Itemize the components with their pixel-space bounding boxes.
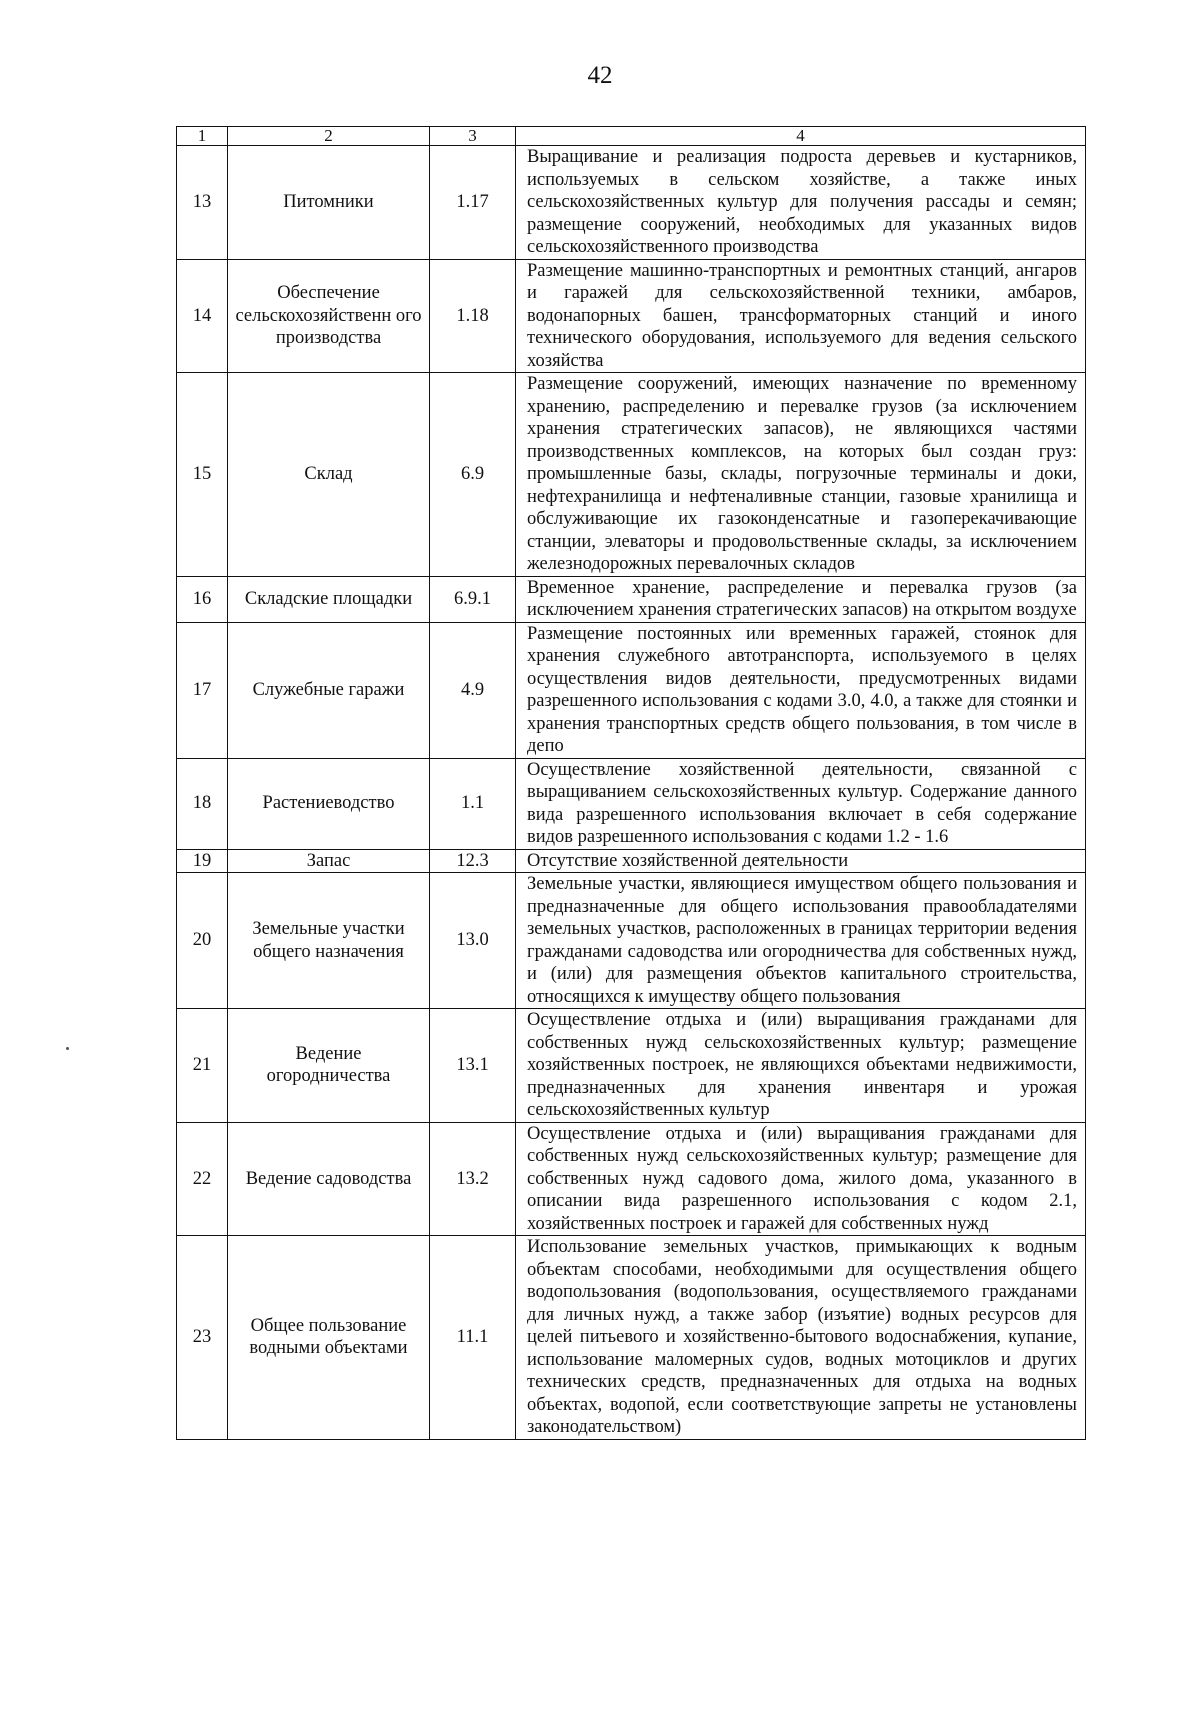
use-type-name: Питомники [228, 146, 430, 260]
header-cell-2: 2 [228, 127, 430, 146]
use-type-name: Склад [228, 373, 430, 577]
use-type-code: 1.18 [430, 259, 516, 373]
table-row [177, 849, 1086, 873]
use-type-description: Земельные участки, являющиеся имуществом общего пользования и предназначенные для общего использования правообладателями земельных участков, расположенных в границах территории ведения гражданами садоводства или огородничества для собственных нужд, и (или) для размещения объектов капитального строительства, относящихся к имуществу общего пользования [516, 873, 1086, 1009]
use-type-name: Земельные участки общего назначения [228, 873, 430, 1009]
use-type-description: Осуществление отдыха и (или) выращивания гражданами для собственных нужд сельскохозяйственных культур; размещение для собственных нужд садового дома, жилого дома, указанного в описании вида разрешенного использования с кодом 2.1, хозяйственных построек и гаражей для собственных нужд [516, 1122, 1086, 1236]
page-number: 42 [587, 62, 613, 89]
table-row [177, 1009, 1086, 1123]
row-number: 17 [177, 622, 228, 758]
use-type-name: Обеспечение сельскохозяйственн ого производства [228, 259, 430, 373]
use-type-code: 11.1 [430, 1236, 516, 1440]
header-cell-1: 1 [177, 127, 228, 146]
use-type-name: Складские площадки [228, 576, 430, 622]
use-type-code: 13.2 [430, 1122, 516, 1236]
row-number: 13 [177, 146, 228, 260]
use-type-description: Использование земельных участков, примыкающих к водным объектам способами, необходимыми для осуществления общего водопользования (водопользования, осуществляемого гражданами для личных нужд, а также забор (изъятие) водных ресурсов для целей питьевого и хозяйственно-бытового водоснабжения, купание, использование маломерных судов, водных мотоциклов и других технических средств, предназначенных для отдыха на водных объектах, водопой, если соответствующие запреты не установлены законодательством) [516, 1236, 1086, 1440]
table-row [177, 373, 1086, 577]
use-type-name: Запас [228, 849, 430, 873]
use-type-description: Размещение машинно-транспортных и ремонтных станций, ангаров и гаражей для сельскохозяйственной техники, амбаров, водонапорных башен, трансформаторных станций и иного технического оборудования, используемого для ведения сельского хозяйства [516, 259, 1086, 373]
row-number: 15 [177, 373, 228, 577]
use-type-code: 12.3 [430, 849, 516, 873]
use-type-code: 1.1 [430, 758, 516, 849]
scan-speck [66, 1047, 69, 1050]
use-type-code: 6.9.1 [430, 576, 516, 622]
header-cell-3: 3 [430, 127, 516, 146]
use-type-name: Ведение садоводства [228, 1122, 430, 1236]
use-type-description: Размещение сооружений, имеющих назначение по временному хранению, распределению и перевалке грузов (за исключением хранения стратегических запасов), не являющихся частями производственных комплексов, на которых был создан груз: промышленные базы, склады, погрузочные терминалы и доки, нефтехранилища и нефтеналивные станции, газовые хранилища и обслуживающие их газоконденсатные и газоперекачивающие станции, элеваторы и продовольственные склады, за исключением железнодорожных перевалочных складов [516, 373, 1086, 577]
table-row [177, 259, 1086, 373]
use-type-name: Ведение огородничества [228, 1009, 430, 1123]
use-type-code: 1.17 [430, 146, 516, 260]
table-row [177, 758, 1086, 849]
header-cell-4: 4 [516, 127, 1086, 146]
row-number: 19 [177, 849, 228, 873]
table-header-row [177, 127, 1086, 146]
row-number: 16 [177, 576, 228, 622]
use-type-description: Осуществление отдыха и (или) выращивания гражданами для собственных нужд сельскохозяйственных культур; размещение хозяйственных построек, не являющихся объектами недвижимости, предназначенных для хранения инвентаря и урожая сельскохозяйственных культур [516, 1009, 1086, 1123]
row-number: 18 [177, 758, 228, 849]
land-use-table [176, 126, 1086, 1440]
use-type-description: Отсутствие хозяйственной деятельности [516, 849, 1086, 873]
table-row [177, 622, 1086, 758]
use-type-name: Общее пользование водными объектами [228, 1236, 430, 1440]
table-row [177, 576, 1086, 622]
row-number: 20 [177, 873, 228, 1009]
table-row [177, 146, 1086, 260]
row-number: 21 [177, 1009, 228, 1123]
use-type-code: 6.9 [430, 373, 516, 577]
use-type-description: Выращивание и реализация подроста деревьев и кустарников, используемых в сельском хозяйстве, а также иных сельскохозяйственных культур для получения рассады и семян; размещение сооружений, необходимых для указанных видов сельскохозяйственного производства [516, 146, 1086, 260]
use-type-code: 13.0 [430, 873, 516, 1009]
table-row [177, 1236, 1086, 1440]
use-type-description: Временное хранение, распределение и перевалка грузов (за исключением хранения стратегических запасов) на открытом воздухе [516, 576, 1086, 622]
use-type-name: Растениеводство [228, 758, 430, 849]
use-type-description: Размещение постоянных или временных гаражей, стоянок для хранения служебного автотранспорта, используемого в целях осуществления видов деятельности, предусмотренных видами разрешенного использования с кодами 3.0, 4.0, а также для стоянки и хранения транспортных средств общего пользования, в том числе в депо [516, 622, 1086, 758]
table-row [177, 873, 1086, 1009]
row-number: 22 [177, 1122, 228, 1236]
use-type-name: Служебные гаражи [228, 622, 430, 758]
use-type-code: 13.1 [430, 1009, 516, 1123]
table-row [177, 1122, 1086, 1236]
use-type-code: 4.9 [430, 622, 516, 758]
row-number: 23 [177, 1236, 228, 1440]
use-type-description: Осуществление хозяйственной деятельности, связанной с выращиванием сельскохозяйственных культур. Содержание данного вида разрешенного использования включает в себя содержание видов разрешенного использования с кодами 1.2 - 1.6 [516, 758, 1086, 849]
row-number: 14 [177, 259, 228, 373]
